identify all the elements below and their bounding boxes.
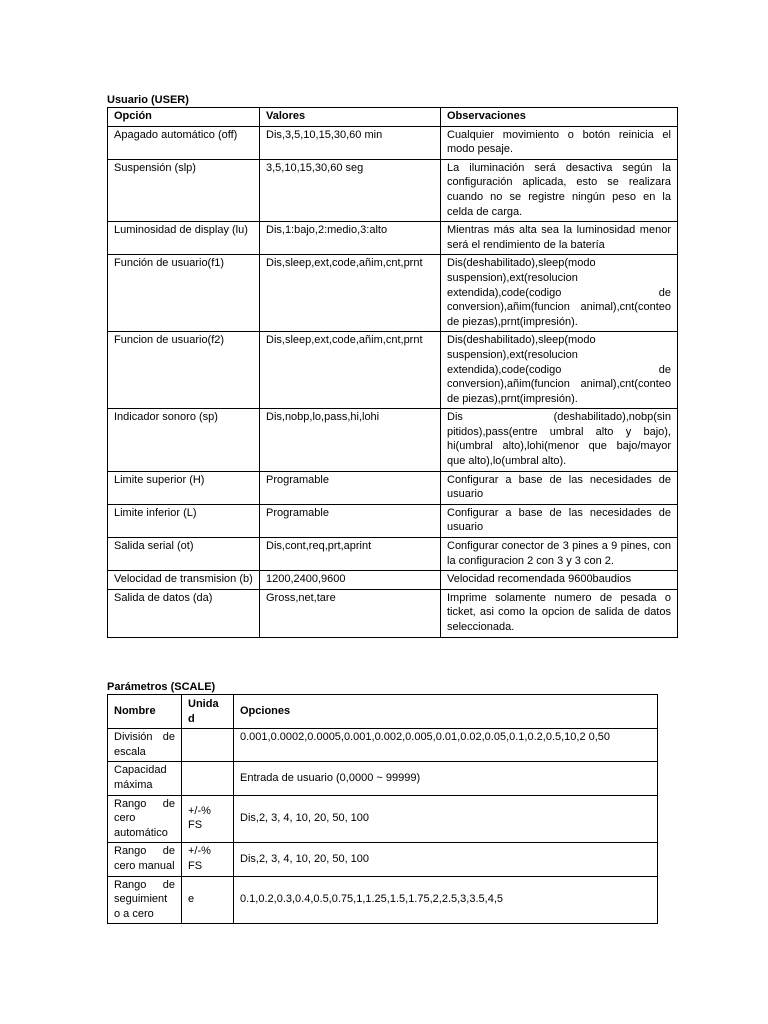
table-row [108, 762, 658, 795]
option-cell: Salida de datos (da) [108, 589, 260, 637]
unit-cell [182, 762, 234, 795]
notes-cell: Imprime solamente numero de pesada o ticket, asi como la opcion de salida de datos seleccionada. [441, 589, 678, 637]
name-cell: División de escala [108, 729, 182, 762]
option-cell: Limite inferior (L) [108, 504, 260, 537]
options-cell: Dis,2, 3, 4, 10, 20, 50, 100 [234, 795, 658, 843]
unit-cell [182, 729, 234, 762]
table-row [108, 504, 678, 537]
table-row [108, 222, 678, 255]
scale-section-heading: Parámetros (SCALE) [107, 681, 216, 693]
table-header-row [108, 108, 678, 127]
name-cell: Rango de seguimient o a cero [108, 876, 182, 924]
option-cell: Función de usuario(f1) [108, 255, 260, 332]
column-header-values: Valores [260, 108, 441, 127]
column-header-option: Opción [108, 108, 260, 127]
table-row [108, 471, 678, 504]
table-row [108, 538, 678, 571]
table-row [108, 571, 678, 590]
option-cell: Apagado automático (off) [108, 126, 260, 159]
notes-cell: Cualquier movimiento o botón reinicia el modo pesaje. [441, 126, 678, 159]
option-cell: Velocidad de transmision (b) [108, 571, 260, 590]
values-cell: Dis,sleep,ext,code,añim,cnt,prnt [260, 332, 441, 409]
values-cell: 3,5,10,15,30,60 seg [260, 159, 441, 221]
table-row [108, 255, 678, 332]
notes-cell: Dis (deshabilitado),nobp(sin pitidos),pass(entre umbral alto y bajo), hi(umbral alto),lohi(menor que bajo/mayor que alto),lo(umbral alto). [441, 409, 678, 471]
column-header-unit: Unida d [182, 695, 234, 729]
options-cell: 0.1,0.2,0.3,0.4,0.5,0.75,1,1.25,1.5,1.75,2,2.5,3,3.5,4,5 [234, 876, 658, 924]
values-cell: 1200,2400,9600 [260, 571, 441, 590]
values-cell: Dis,1:bajo,2:medio,3:alto [260, 222, 441, 255]
notes-cell: Configurar conector de 3 pines a 9 pines, con la configuracion 2 con 3 y 3 con 2. [441, 538, 678, 571]
notes-cell: Dis(deshabilitado),sleep(modo suspension),ext(resolucion extendida),code(codigo de conversion),añim(funcion animal),cnt(conteo de piezas),prnt(impresión). [441, 332, 678, 409]
option-cell: Salida serial (ot) [108, 538, 260, 571]
options-cell: Dis,2, 3, 4, 10, 20, 50, 100 [234, 843, 658, 876]
option-cell: Funcion de usuario(f2) [108, 332, 260, 409]
scale-parameters-table [107, 694, 658, 924]
column-header-options: Opciones [234, 695, 658, 729]
column-header-name: Nombre [108, 695, 182, 729]
option-cell: Limite superior (H) [108, 471, 260, 504]
values-cell: Dis,sleep,ext,code,añim,cnt,prnt [260, 255, 441, 332]
unit-cell: +/-% FS [182, 795, 234, 843]
values-cell: Programable [260, 471, 441, 504]
notes-cell: Mientras más alta sea la luminosidad menor será el rendimiento de la batería [441, 222, 678, 255]
table-row [108, 795, 658, 843]
name-cell: Rango de cero automático [108, 795, 182, 843]
values-cell: Programable [260, 504, 441, 537]
option-cell: Luminosidad de display (lu) [108, 222, 260, 255]
option-cell: Indicador sonoro (sp) [108, 409, 260, 471]
name-cell: Rango de cero manual [108, 843, 182, 876]
notes-cell: La iluminación será desactiva según la configuración aplicada, esto se realizara cuando no se registre ningún peso en la celda de carga. [441, 159, 678, 221]
options-cell: 0.001,0.0002,0.0005,0.001,0.002,0.005,0.01,0.02,0.05,0.1,0.2,0.5,10,2 0,50 [234, 729, 658, 762]
table-row [108, 126, 678, 159]
values-cell: Dis,cont,req,prt,aprint [260, 538, 441, 571]
name-cell: Capacidad máxima [108, 762, 182, 795]
table-row [108, 843, 658, 876]
notes-cell: Configurar a base de las necesidades de usuario [441, 504, 678, 537]
notes-cell: Velocidad recomendada 9600baudios [441, 571, 678, 590]
unit-cell: e [182, 876, 234, 924]
table-row [108, 876, 658, 924]
table-row [108, 159, 678, 221]
notes-cell: Configurar a base de las necesidades de usuario [441, 471, 678, 504]
column-header-notes: Observaciones [441, 108, 678, 127]
table-row [108, 729, 658, 762]
notes-cell: Dis(deshabilitado),sleep(modo suspension),ext(resolucion extendida),code(codigo de conversion),añim(funcion animal),cnt(conteo de piezas),prnt(impresión). [441, 255, 678, 332]
values-cell: Gross,net,tare [260, 589, 441, 637]
values-cell: Dis,3,5,10,15,30,60 min [260, 126, 441, 159]
values-cell: Dis,nobp,lo,pass,hi,lohi [260, 409, 441, 471]
option-cell: Suspensión (slp) [108, 159, 260, 221]
user-section-heading: Usuario (USER) [107, 94, 189, 106]
table-row [108, 589, 678, 637]
options-cell: Entrada de usuario (0,0000 ~ 99999) [234, 762, 658, 795]
unit-cell: +/-% FS [182, 843, 234, 876]
table-header-row [108, 695, 658, 729]
table-row [108, 332, 678, 409]
table-row [108, 409, 678, 471]
user-parameters-table [107, 107, 678, 638]
